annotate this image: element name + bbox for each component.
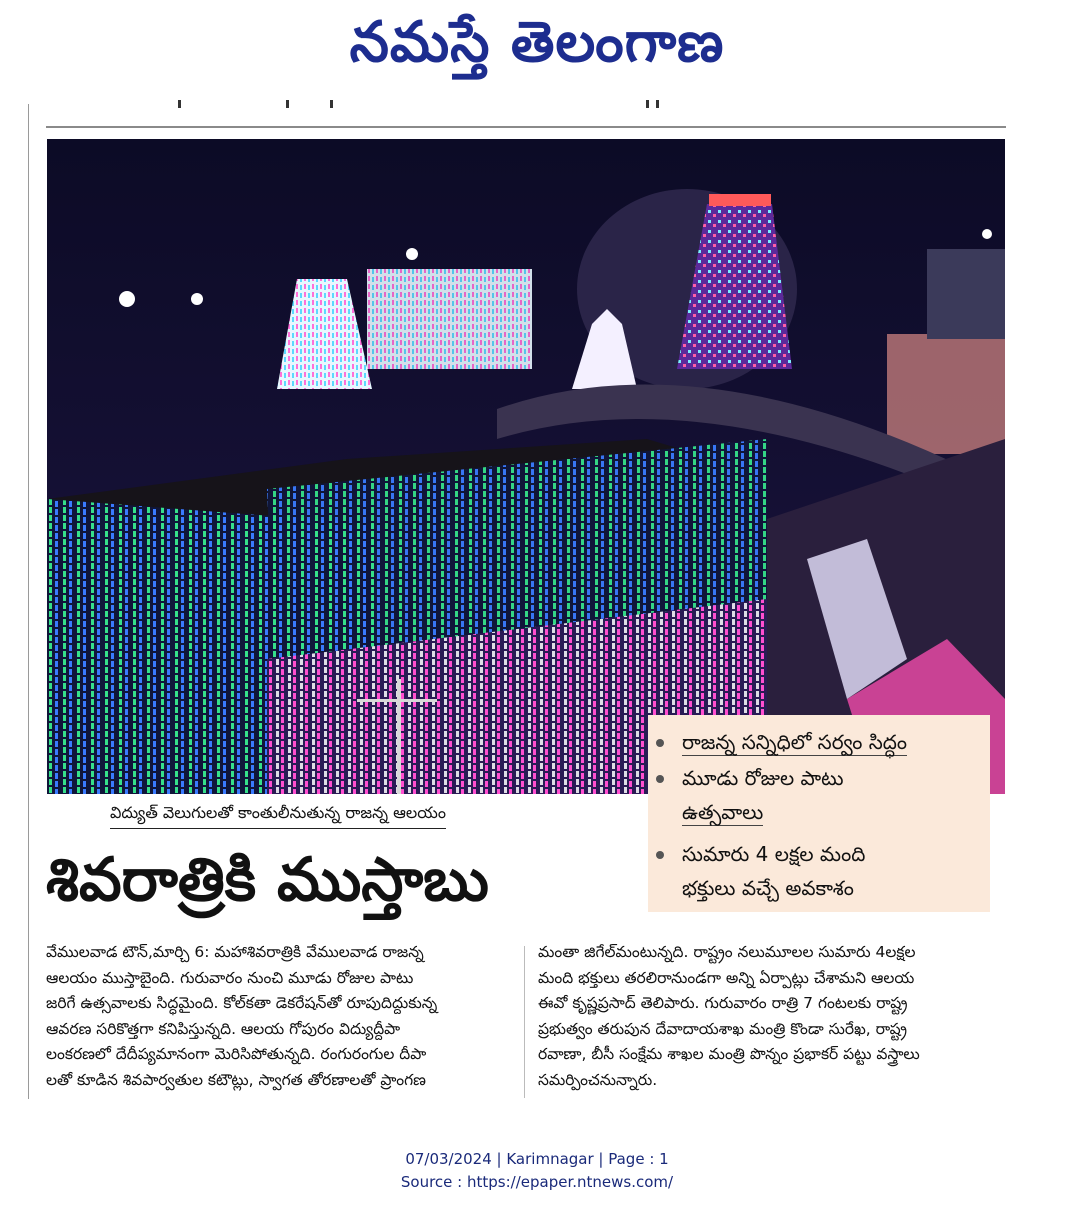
highlight-text: మూడు రోజుల పాటు: [682, 766, 844, 790]
article-headline: శివరాత్రికి ముస్తాబు: [46, 845, 489, 915]
page-left-border: [28, 104, 29, 1099]
highlight-text: భక్తులు వచ్చే అవకాశం: [682, 876, 854, 900]
body-line: ఆలయం ముస్తాబైంది. గురువారం నుంచి మూడు రోజుల పాటు: [46, 968, 414, 987]
body-line: మంతా జిగేల్‌మంటున్నది. రాష్ట్రం నలుమూలల సుమారు 4లక్షల: [538, 943, 916, 961]
body-line: జరిగే ఉత్సవాలకు సిద్ధమైంది. కోల్‌కతా డెకరేషన్‌తో రూపుదిద్దుకున్న: [46, 994, 438, 1012]
article-column-1: [46, 940, 516, 1093]
body-line: మంది భక్తులు తరలిరానుండగా అన్ని ఏర్పాట్లు చేశామని ఆలయ: [538, 968, 915, 987]
body-line: వేములవాడ టౌన్,మార్చి 6: మహాశివరాత్రికి వేములవాడ రాజన్న: [46, 943, 424, 961]
body-line: లతో కూడిన శివపార్వతుల కటౌట్లు, స్వాగత తోరణాలతో ప్రాంగణ: [46, 1070, 426, 1089]
temple-illumination-photo: [47, 139, 1005, 794]
body-line: సమర్పించనున్నారు.: [538, 1070, 658, 1089]
highlight-item: [682, 725, 907, 759]
body-line: రవాణా, బీసీ సంక్షేమ శాఖల మంత్రి పొన్నం ప్రభాకర్ పట్టు వస్త్రాలు: [538, 1045, 920, 1063]
footer-date-edition: 07/03/2024 | Karimnagar | Page : 1: [405, 1150, 669, 1168]
highlight-item: [682, 761, 844, 829]
highlight-text: సుమారు 4 లక్షల మంది: [682, 842, 866, 866]
highlight-text: రాజన్న సన్నిధిలో సర్వం సిద్ధం: [682, 730, 908, 754]
photo-caption: విద్యుత్ వెలుగులతో కాంతులీనుతున్న రాజన్న ఆలయం: [110, 803, 446, 829]
body-line: ఈవో కృష్ణప్రసాద్ తెలిపారు. గురువారం రాత్రి 7 గంటలకు రాష్ట్ర: [538, 994, 908, 1012]
newspaper-masthead: నమస్తే తెలంగాణ: [349, 9, 725, 75]
highlights-box: [648, 715, 990, 912]
highlight-item: [682, 837, 865, 905]
body-line: ఆవరణ సరికొత్తగా కనిపిస్తున్నది. ఆలయ గోపురం విద్యుద్దీపా: [46, 1019, 401, 1038]
bullet-icon: [656, 851, 664, 859]
body-line: లంకరణలో దేదీప్యమానంగా మెరిసిపోతున్నది. రంగురంగుల దీపా: [46, 1045, 427, 1063]
article-column-2: [538, 940, 1008, 1093]
header-divider: [46, 126, 1006, 128]
bullet-icon: [656, 775, 664, 783]
footer-source-link[interactable]: Source : https://epaper.ntnews.com/: [400, 1173, 674, 1191]
highlight-text: ఉత్సవాలు: [682, 800, 764, 824]
cropped-text-strip: [46, 100, 1006, 110]
body-line: ప్రభుత్వం తరుపున దేవాదాయశాఖ మంత్రి కొండా సురేఖ, రాష్ట్ర: [538, 1019, 907, 1038]
column-divider: [524, 946, 525, 1098]
bullet-icon: [656, 739, 664, 747]
